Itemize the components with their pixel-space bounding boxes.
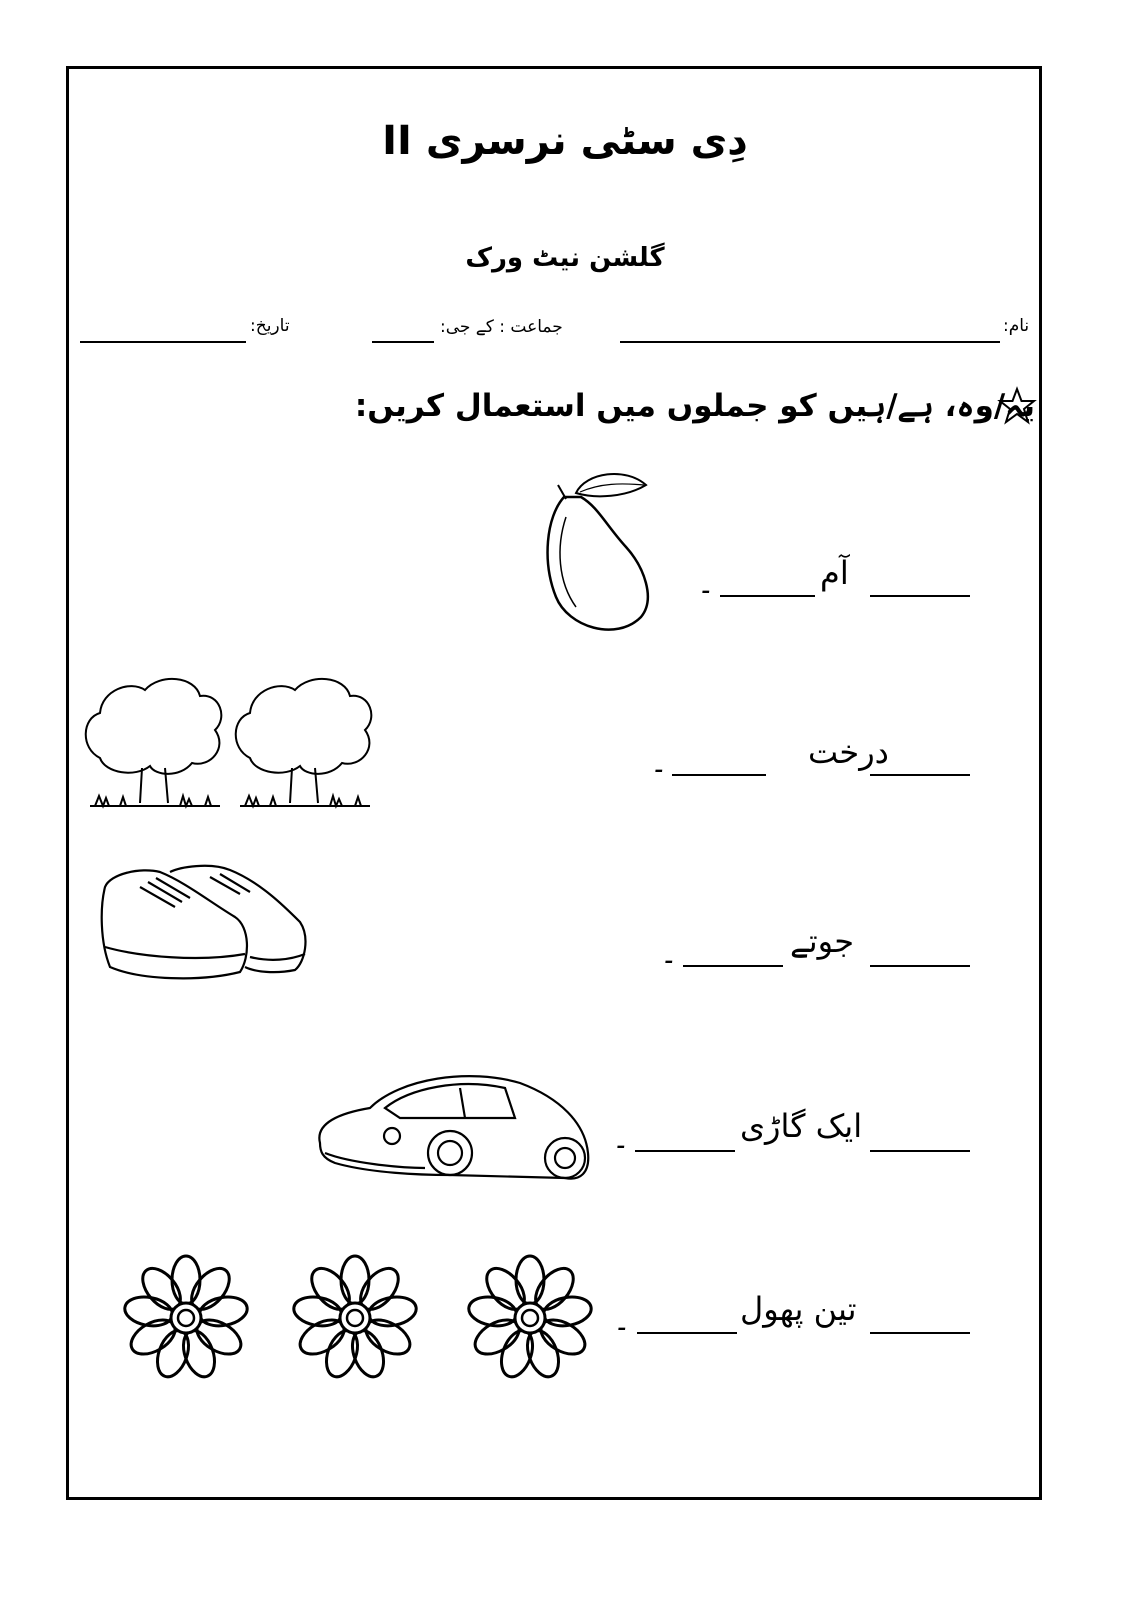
mango-icon [536,467,662,639]
network-subtitle: گلشن نیٹ ورک [465,243,665,273]
blank-4a[interactable] [870,1150,970,1152]
blank-1a[interactable] [870,595,970,597]
blank-1b[interactable] [720,595,815,597]
exercise-4-word: ایک گاڑی [740,1107,863,1145]
end-mark-4: ۔ [612,1121,630,1156]
end-mark-1: ۔ [697,566,715,601]
class-label: جماعت : کے جی: [440,317,563,337]
flowers-icon [120,1253,600,1383]
date-field[interactable] [80,341,246,343]
exercise-2-word: درخت [808,733,889,771]
trees-icon [80,668,372,833]
name-field[interactable] [620,341,1000,343]
class-field[interactable] [372,341,434,343]
end-mark-2: ۔ [650,745,668,780]
exercise-1-word: آم [820,554,849,592]
school-title: دِی سٹی نرسری II [382,118,748,164]
blank-5b[interactable] [637,1332,737,1334]
end-mark-5: ۔ [613,1303,631,1338]
date-label: تاریخ: [250,316,290,336]
blank-2a[interactable] [870,774,970,776]
blank-3a[interactable] [870,965,970,967]
blank-3b[interactable] [683,965,783,967]
car-icon [310,1063,592,1201]
instruction-text: یہ/وہ، ہے/ہیں کو جملوں میں استعمال کریں: [354,388,1035,424]
name-label: نام: [1003,316,1030,336]
exercise-5-word: تین پھول [740,1290,857,1328]
blank-2b[interactable] [672,774,766,776]
shoes-icon [100,862,308,984]
blank-4b[interactable] [635,1150,735,1152]
blank-5a[interactable] [870,1332,970,1334]
exercise-3-word: جوتے [790,922,854,960]
end-mark-3: ۔ [660,936,678,971]
